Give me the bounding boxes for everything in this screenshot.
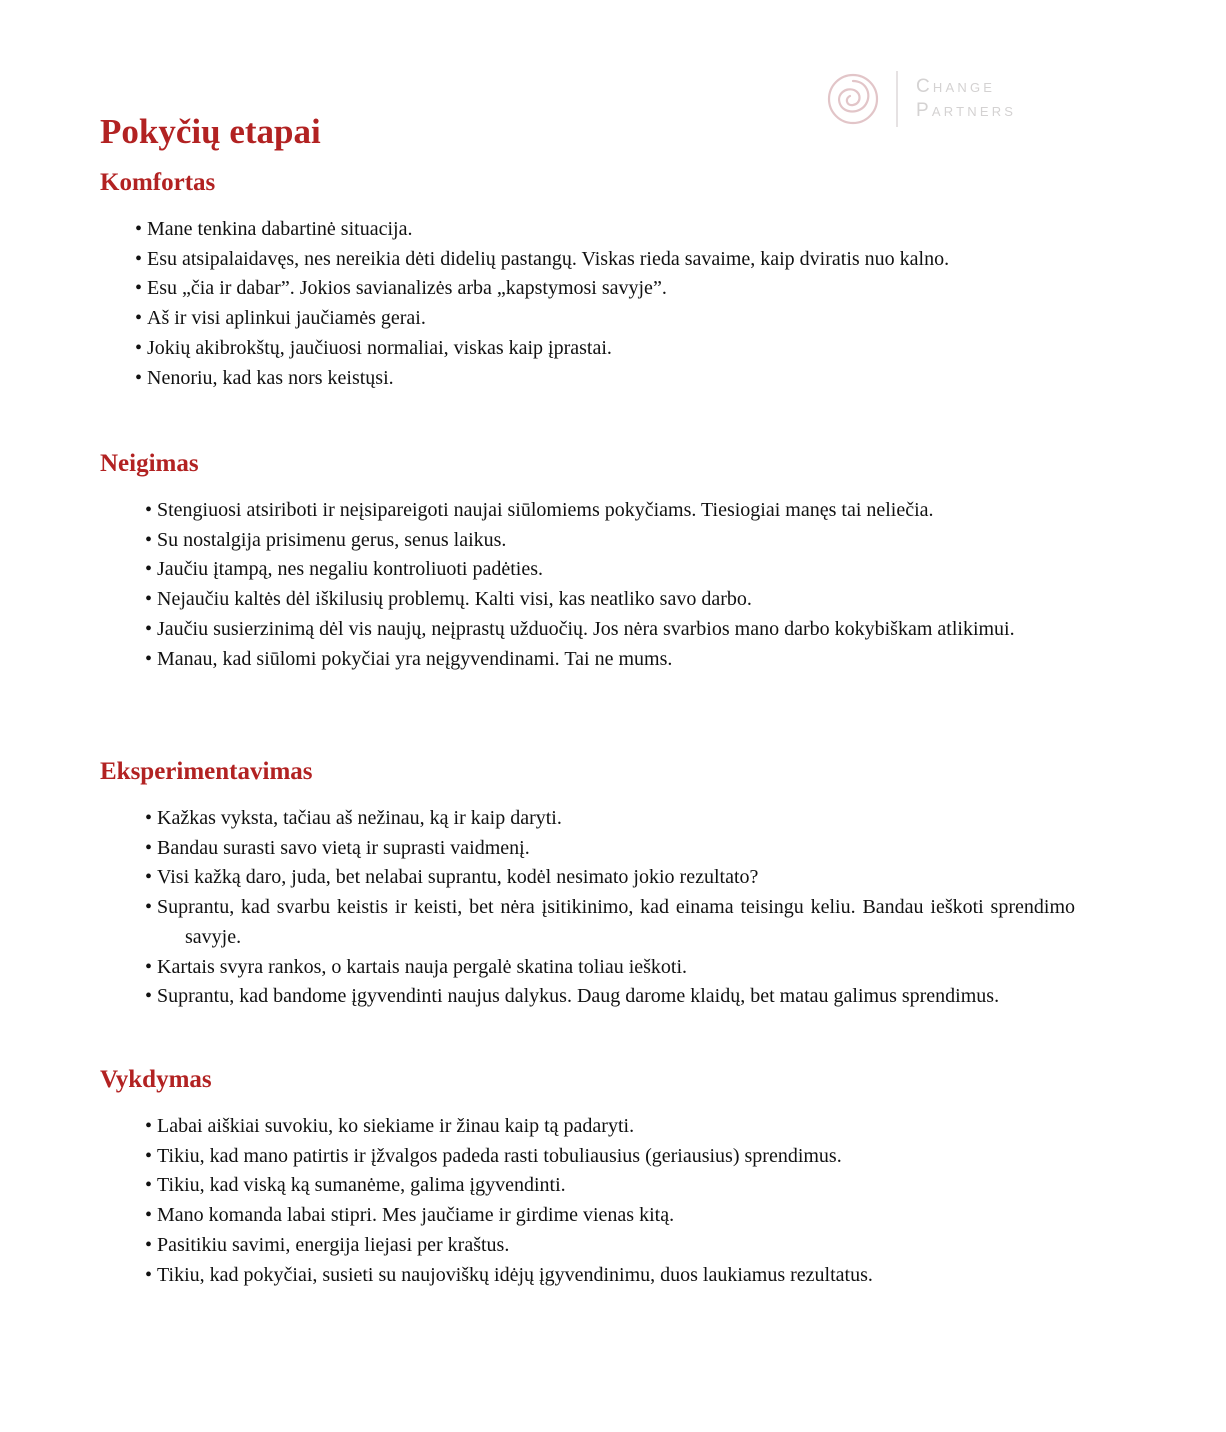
logo-line-2: Partners [916,100,1017,121]
list-item: • Mano komanda labai stipri. Mes jaučiame ir girdime vienas kitą. [100,1201,1075,1231]
bullet-icon: • [145,1204,153,1227]
list-item: • Jaučiu įtampą, nes negaliu kontroliuoti padėties. [100,555,1075,585]
section-title: Neigimas [100,450,199,477]
bullet-icon: • [145,1144,153,1167]
bullet-icon: • [145,1174,153,1197]
bullet-icon: • [135,218,143,240]
bullet-icon: • [135,307,143,330]
list-item: • Jokių akibrokštų, jaučiuosi normaliai, viskas kaip įprastai. [100,334,1075,364]
bullet-icon: • [145,647,153,670]
bullet-icon: • [145,955,153,978]
list-item: • Kažkas vyksta, tačiau aš nežinau, ką ir kaip daryti. [100,804,1075,834]
list-item: • Labai aiškiai suvokiu, ko siekiame ir žinau kaip tą padaryti. [100,1112,1075,1142]
logo-line-1: Change [916,76,996,97]
list-item: • Esu „čia ir dabar”. Jokios savianalizės arba „kapstymosi savyje”. [100,274,1075,304]
list-item: • Nenoriu, kad kas nors keistųsi. [100,364,1075,394]
list-item: • Kartais svyra rankos, o kartais nauja pergalė skatina toliau ieškoti. [100,953,1075,983]
list-item: • Su nostalgija prisimenu gerus, senus laikus. [100,526,1075,556]
bullet-icon: • [145,558,153,581]
bullet-icon: • [145,528,153,551]
list-item: • Manau, kad siūlomi pokyčiai yra neįgyvendinami. Tai ne mums. [100,645,1075,675]
list-item: • Jaučiu susierzinimą dėl vis naujų, neįprastų užduočių. Jos nėra svarbios mano darbo kokybiškam atlikimui. [100,615,1075,645]
bullet-icon: • [145,1233,153,1256]
bullet-icon: • [135,366,143,389]
bullet-icon: • [145,499,153,521]
bullet-icon: • [145,896,153,919]
bullet-icon: • [145,617,153,640]
section-komfortas [100,168,1075,393]
list-item: • Pasitikiu savimi, energija liejasi per kraštus. [100,1231,1075,1261]
list-item: • Mane tenkina dabartinė situacija. [100,215,1075,245]
list-item: • Tikiu, kad viską ką sumanėme, galima įgyvendinti. [100,1171,1075,1201]
section-title: Eksperimentavimas [100,758,313,785]
swirl-icon [826,72,880,126]
bullet-icon: • [145,866,153,889]
list-item: • Tikiu, kad pokyčiai, susieti su naujoviškų idėjų įgyvendinimu, duos laukiamus rezultatus. [100,1261,1075,1291]
list-item: • Tikiu, kad mano patirtis ir įžvalgos padeda rasti tobuliausius (geriausius) sprendimus. [100,1142,1075,1172]
list-item: • Esu atsipalaidavęs, nes nereikia dėti didelių pastangų. Viskas rieda savaime, kaip dviratis nuo kalno. [100,245,1075,275]
list-item: • Nejaučiu kaltės dėl iškilusių problemų. Kalti visi, kas neatliko savo darbo. [100,585,1075,615]
logo-wordmark [916,75,1016,123]
bullet-icon: • [145,807,153,829]
bullet-icon: • [145,1263,153,1286]
bullet-list [100,804,1075,1012]
bullet-list [100,215,1075,393]
bullet-icon: • [145,836,153,859]
list-item: • Visi kažką daro, juda, bet nelabai suprantu, kodėl nesimato jokio rezultato? [100,863,1075,893]
bullet-icon: • [145,985,153,1008]
list-item: • Suprantu, kad svarbu keistis ir keisti, bet nėra įsitikinimo, kad einama teisingu keliu. Bandau ieškoti sprendimo savyje. [100,893,1075,952]
bullet-icon: • [145,1115,153,1137]
section-neigimas [100,449,1075,674]
bullet-icon: • [135,336,143,359]
bullet-icon: • [135,277,143,300]
company-logo [826,70,1016,128]
logo-divider [896,71,898,127]
section-title: Vykdymas [100,1066,212,1093]
list-item: • Suprantu, kad bandome įgyvendinti naujus dalykus. Daug darome klaidų, bet matau galimus sprendimus. [100,982,1075,1012]
list-item: • Bandau surasti savo vietą ir suprasti vaidmenį. [100,834,1075,864]
section-title: Komfortas [100,169,216,196]
section-vykdymas [100,1065,1075,1290]
bullet-list [100,1112,1075,1290]
bullet-icon: • [135,247,143,270]
section-eksperimentavimas [100,757,1075,1012]
bullet-icon: • [145,588,153,611]
list-item: • Stengiuosi atsiriboti ir neįsipareigoti naujai siūlomiems pokyčiams. Tiesiogiai manęs tai neliečia. [100,496,1075,526]
page-title: Pokyčių etapai [100,112,321,151]
list-item: • Aš ir visi aplinkui jaučiamės gerai. [100,304,1075,334]
bullet-list [100,496,1075,674]
